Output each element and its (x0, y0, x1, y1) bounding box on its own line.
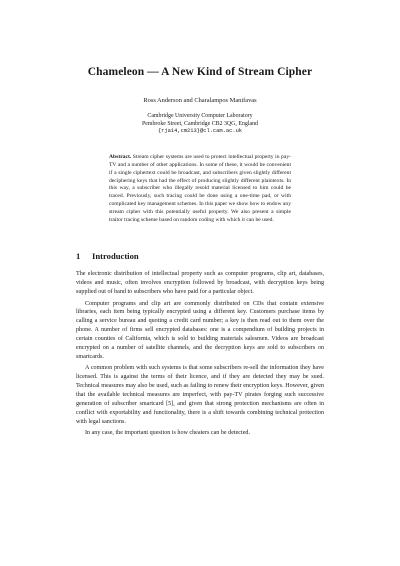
section-body (76, 270, 324, 441)
affiliation-line-2: Pembroke Street, Cambridge CB2 3QG, England (142, 120, 258, 127)
body-paragraph-2: Computer programs and clip art are commonly distributed on CDs that contain extensive libraries, each item being typically encrypted using a different key. Customers purchase items by calling a service bureau and quoting a credit card number; a key is then read out to them over the phone. A number of firms sell encrypted databases: one is a compendium of building projects in certain counties of California, which is sold to building materials salesmen. Videos are broadcast encrypted on a number of satellite channels, and the decryption keys are sold to subscribers on smartcards. (76, 300, 324, 360)
affiliation-line-1: Cambridge University Computer Laboratory (147, 113, 253, 119)
section-title: Introduction (92, 251, 139, 261)
author-affiliation (60, 113, 340, 136)
abstract-label: Abstract. (109, 154, 132, 160)
paper-title: Chameleon — A New Kind of Stream Cipher (87, 66, 313, 78)
body-paragraph-3: A common problem with such systems is that some subscribers re-sell the information they have licensed. This is against the terms of their licence, and if they are detected they may be sued. Technical measures may also be used, such as failing to renew their encryption keys. However, given that the available technical measures are imperfect, with pay-TV pirates forging such successive generation of subscriber smartcard [5], and given that strong protection mechanisms are often in conflict with exportability and functionality, there is a shift towards combining technical protection with legal sanctions. (76, 365, 324, 425)
abstract-text: Stream cipher systems are used to protect intellectual property in pay-TV and a number of other applications. In some of these, it would be convenient if a single ciphertext could be broadcast, and subscribers given slightly different deciphering keys that had the effect of producing slightly different plaintexts. In this way, a subscriber who illegally resold material licensed to him could be traced. Previously, such tracing could be done using a one-time pad, or with complicated key management schemes. In this paper we show how to endow any stream cipher with this potentially useful property. We also present a simple traitor tracing scheme based on random coding with which it can be used. (109, 154, 291, 223)
paper-authors: Ross Anderson and Charalampos Manifavas (143, 97, 257, 104)
body-paragraph-1: The electronic distribution of intellectual property such as computer programs, clip art, databases, videos and music, often involves encryption followed by broadcast, with decryption keys being supplied out of band to subscribers who have paid for a particular object. (76, 271, 324, 295)
body-paragraph-4: In any case, the important question is how cheaters can be detected. (85, 430, 250, 437)
abstract (109, 154, 291, 225)
section-number: 1 (76, 251, 81, 261)
section-heading (76, 251, 139, 261)
author-email: {rja14,cm213}@cl.cam.ac.uk (157, 128, 243, 135)
